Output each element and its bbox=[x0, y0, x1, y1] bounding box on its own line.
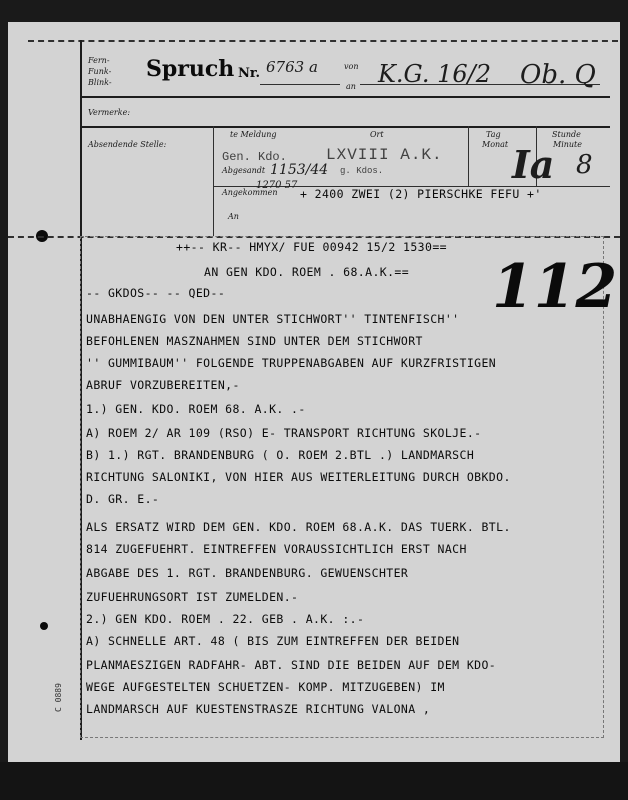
teletype-line: ZUFUEHRUNGSORT IST ZUMELDEN.- bbox=[86, 590, 299, 604]
routing-divider-2 bbox=[468, 126, 469, 186]
top-dashed-border bbox=[28, 40, 618, 42]
margin-code: C 0889 bbox=[54, 683, 63, 712]
angekommen-handwritten: 1270 57 bbox=[256, 180, 298, 191]
form-title: Spruch bbox=[146, 56, 235, 82]
background-edge bbox=[0, 762, 628, 800]
teletype-line: RICHTUNG SALONIKI, VON HIER AUS WEITERLEITUNG DURCH OBKDO. bbox=[86, 470, 511, 484]
ort-label: Ort bbox=[370, 130, 384, 139]
big-number: 112 bbox=[492, 252, 618, 322]
abgesandt-handwritten: 1153/44 bbox=[270, 162, 329, 178]
teletype-line: 1.) GEN. KDO. ROEM 68. A.K. .- bbox=[86, 402, 306, 416]
header-divider bbox=[80, 96, 610, 98]
corps-stamp: LXVIII A.K. bbox=[326, 146, 443, 164]
an-label: an bbox=[346, 82, 356, 91]
teletype-line: ++-- KR-- HMYX/ FUE 00942 15/2 1530== bbox=[176, 240, 447, 254]
monat-label: Monat bbox=[482, 140, 509, 149]
abgesandt-label: Abgesandt bbox=[222, 166, 266, 175]
teletype-line: WEGE AUFGESTELTEN SCHUETZEN- KOMP. MITZUGEBEN) IM bbox=[86, 680, 445, 694]
teletype-line: 2.) GEN KDO. ROEM . 22. GEB . A.K. :.- bbox=[86, 612, 365, 626]
ia-number: 8 bbox=[576, 150, 593, 180]
teletype-line: A) SCHNELLE ART. 48 ( BIS ZUM EINTREFFEN DER BEIDEN bbox=[86, 634, 460, 648]
teletype-line: PLANMAESZIGEN RADFAHR- ABT. SIND DIE BEIDEN AUF DEM KDO- bbox=[86, 658, 497, 672]
von-handwritten: K.G. 16/2 bbox=[378, 60, 492, 88]
teletype-line: LANDMARSCH AUF KUESTENSTRASZE RICHTUNG VALONA , bbox=[86, 702, 431, 716]
teletype-line: BEFOHLENEN MASZNAHMEN SIND UNTER DEM STICHWORT bbox=[86, 334, 423, 348]
teletype-line: B) 1.) RGT. BRANDENBURG ( O. ROEM 2.BTL .) LANDMARSCH bbox=[86, 448, 475, 462]
g-kdos-stamp: g. Kdos. bbox=[340, 166, 384, 176]
von-label: von bbox=[344, 62, 359, 71]
vermerke-label: Vermerke: bbox=[88, 108, 131, 117]
teletype-line: ABGABE DES 1. RGT. BRANDENBURG. GEWUENSCHTER bbox=[86, 566, 409, 580]
teletype-line: AN GEN KDO. ROEM . 68.A.K.== bbox=[204, 265, 410, 279]
ia-mark: Ia bbox=[512, 142, 555, 187]
meldung-label: te Meldung bbox=[230, 130, 277, 139]
teletype-line: UNABHAENGIG VON DEN UNTER STICHWORT'' TINTENFISCH'' bbox=[86, 312, 460, 326]
nr-label: Nr. bbox=[238, 66, 261, 81]
vermerke-divider bbox=[80, 126, 610, 128]
teletype-line: D. GR. E.- bbox=[86, 492, 160, 506]
nr-underline bbox=[260, 84, 340, 85]
teletype-line: '' GUMMIBAUM'' FOLGENDE TRUPPENABGABEN AUF KURZFRISTIGEN bbox=[86, 356, 497, 370]
minute-label: Minute bbox=[553, 140, 583, 149]
gen-kdo-stamp: Gen. Kdo. bbox=[222, 150, 287, 164]
angekommen-label: Angekommen bbox=[222, 188, 278, 197]
form-type-blink: Blink- bbox=[88, 78, 112, 87]
form-type-funk: Funk- bbox=[88, 67, 112, 76]
received-line: + 2400 ZWEI (2) PIERSCHKE FEFU +' bbox=[300, 187, 542, 201]
punch-hole bbox=[40, 622, 48, 630]
routing-divider-1 bbox=[213, 126, 214, 236]
teletype-line: 814 ZUGEFUEHRT. EINTREFFEN VORAUSSICHTLICH ERST NACH bbox=[86, 542, 467, 556]
absendende-label: Absendende Stelle: bbox=[88, 140, 167, 149]
teletype-line: -- GKDOS-- -- QED-- bbox=[86, 286, 226, 300]
an-handwritten: Ob. Q bbox=[520, 60, 596, 90]
telegram-form bbox=[8, 22, 620, 762]
form-type-fern: Fern- bbox=[88, 56, 110, 65]
teletype-line: ABRUF VORZUBEREITEN,- bbox=[86, 378, 240, 392]
an-routing-label: An bbox=[228, 212, 239, 221]
stunde-label: Stunde bbox=[552, 130, 581, 139]
tag-label: Tag bbox=[486, 130, 501, 139]
teletype-line: A) ROEM 2/ AR 109 (RSO) E- TRANSPORT RICHTUNG SKOLJE.- bbox=[86, 426, 482, 440]
teletype-line: ALS ERSATZ WIRD DEM GEN. KDO. ROEM 68.A.K. DAS TUERK. BTL. bbox=[86, 520, 511, 534]
nr-handwritten: 6763 a bbox=[266, 58, 318, 76]
